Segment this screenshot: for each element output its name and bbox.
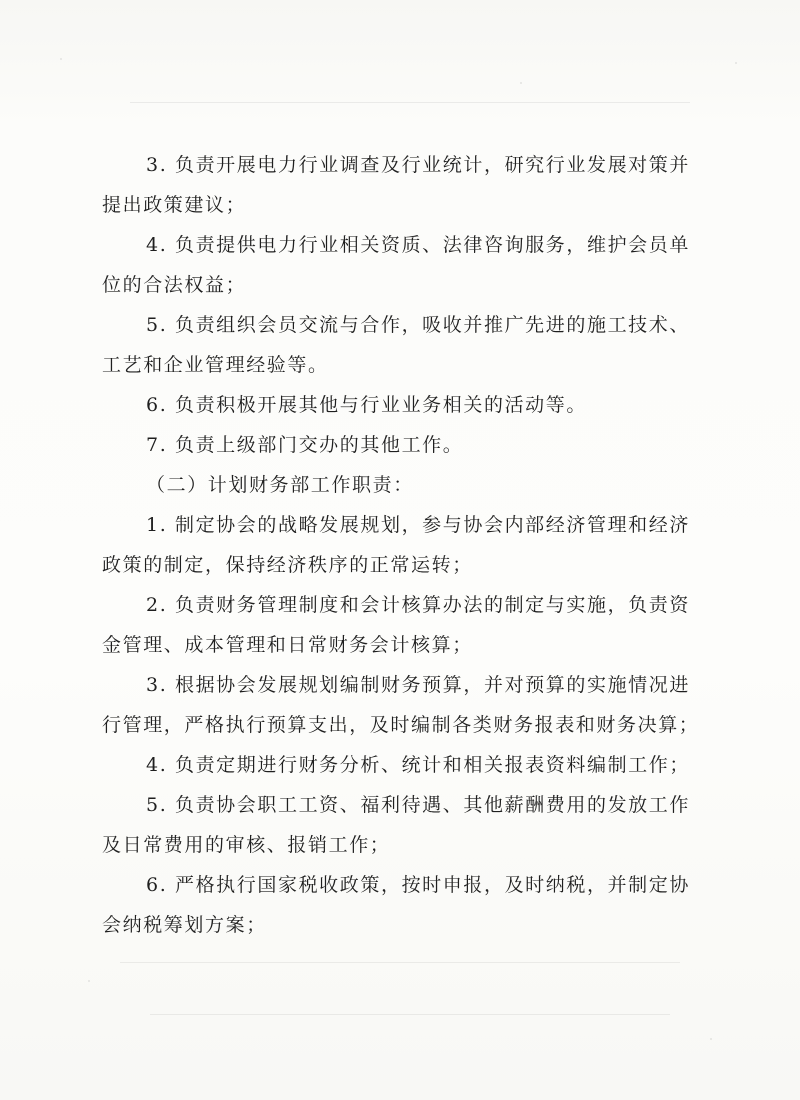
bleed-line [120, 962, 680, 963]
bleed-line [130, 102, 690, 103]
finance-duty-5: 5. 负责协会职工工资、福利待遇、其他薪酬费用的发放工作及日常费用的审核、报销工作； [102, 794, 690, 856]
scan-speck [710, 1038, 712, 1040]
duty-item-3: 3. 负责开展电力行业调查及行业统计，研究行业发展对策并提出政策建议； [102, 154, 690, 216]
duty-item-5: 5. 负责组织会员交流与合作，吸收并推广先进的施工技术、工艺和企业管理经验等。 [102, 314, 690, 376]
duty-item-4: 4. 负责提供电力行业相关资质、法律咨询服务，维护会员单位的合法权益； [102, 234, 690, 296]
scan-speck [520, 82, 522, 84]
finance-duty-3: 3. 根据协会发展规划编制财务预算，并对预算的实施情况进行管理，严格执行预算支出，及时编制各类财务报表和财务决算； [102, 674, 700, 736]
bleed-line [150, 1014, 670, 1015]
scan-speck [735, 62, 737, 64]
duty-item-7: 7. 负责上级部门交办的其他工作。 [146, 434, 464, 456]
finance-duty-2: 2. 负责财务管理制度和会计核算办法的制定与实施，负责资金管理、成本管理和日常财务会计核算； [102, 594, 690, 656]
document-body [102, 145, 702, 945]
duty-item-6: 6. 负责积极开展其他与行业业务相关的活动等。 [146, 394, 587, 416]
scan-speck [88, 980, 90, 982]
finance-duty-1: 1. 制定协会的战略发展规划，参与协会内部经济管理和经济政策的制定，保持经济秩序的正常运转； [102, 514, 690, 576]
scan-speck [60, 58, 62, 60]
section-title-planning-finance: （二）计划财务部工作职责： [146, 474, 414, 496]
finance-duty-4: 4. 负责定期进行财务分析、统计和相关报表资料编制工作； [146, 754, 690, 776]
finance-duty-6: 6. 严格执行国家税收政策，按时申报，及时纳税，并制定协会纳税筹划方案； [102, 874, 690, 936]
